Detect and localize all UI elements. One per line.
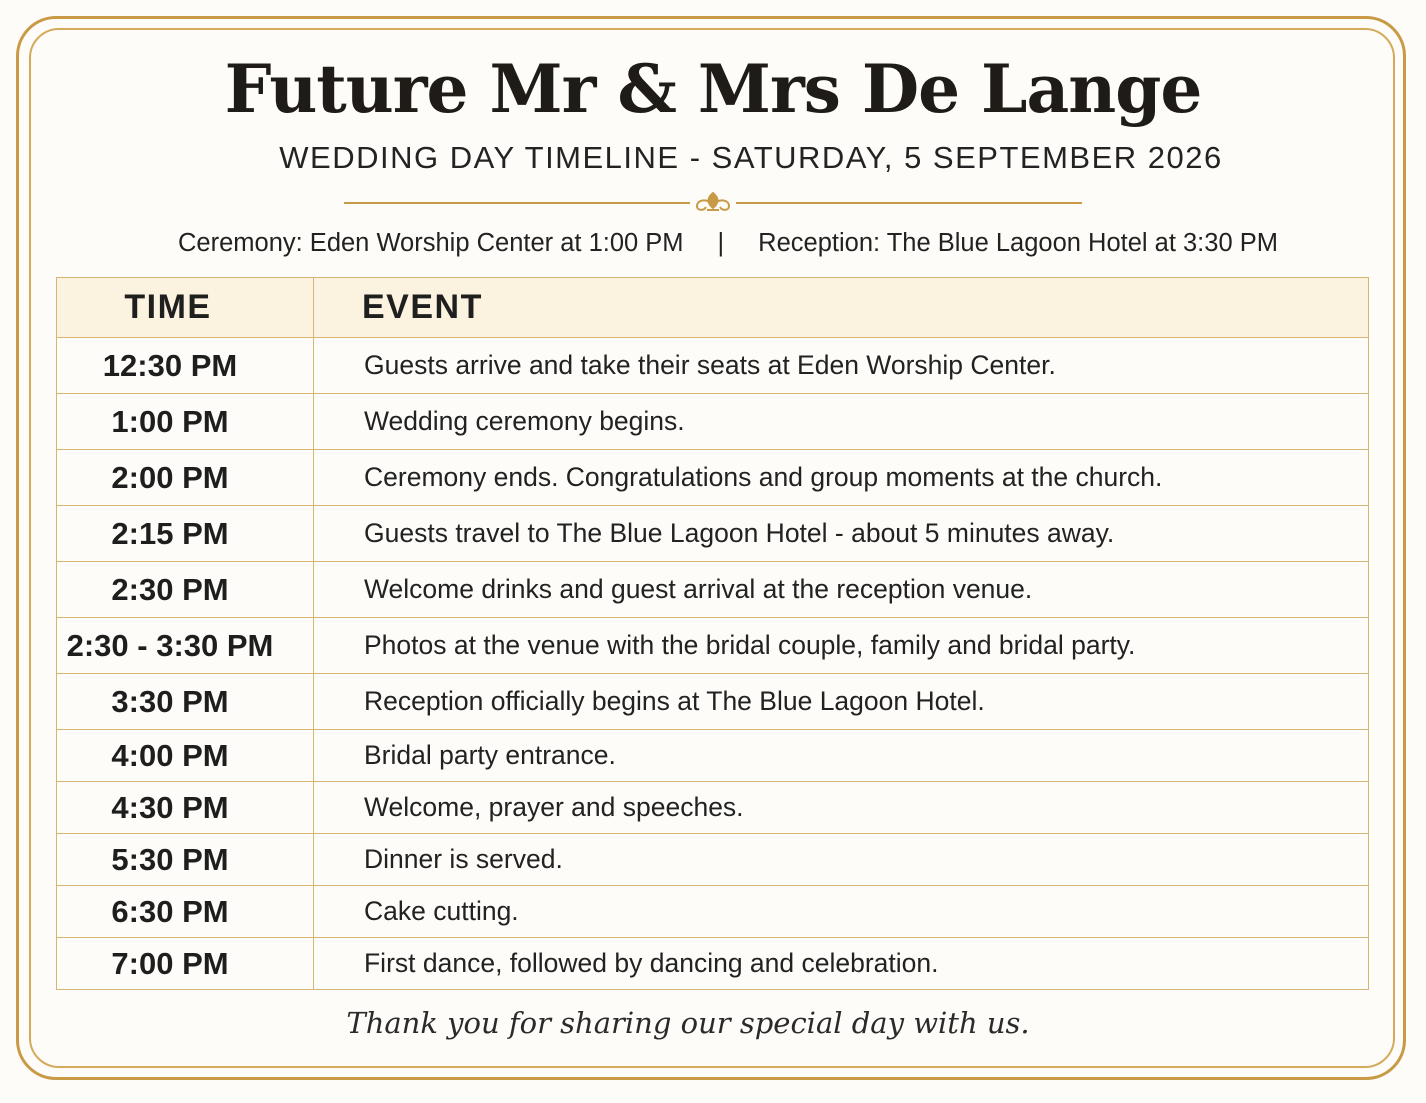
reception-venue: Reception: The Blue Lagoon Hotel at 3:30 PM bbox=[758, 229, 1278, 257]
table-row bbox=[57, 562, 1369, 618]
time-cell: 5:30 PM bbox=[57, 834, 314, 886]
table-row bbox=[57, 938, 1369, 990]
event-cell: Welcome drinks and guest arrival at the reception venue. bbox=[314, 562, 1369, 618]
venue-summary bbox=[0, 225, 1426, 261]
time-cell: 7:00 PM bbox=[57, 938, 314, 990]
time-column-header: TIME bbox=[57, 278, 314, 338]
time-cell: 2:30 PM bbox=[57, 562, 314, 618]
table-row bbox=[57, 450, 1369, 506]
table-row bbox=[57, 338, 1369, 394]
table-row bbox=[57, 674, 1369, 730]
time-cell: 12:30 PM bbox=[57, 338, 314, 394]
event-cell: Ceremony ends. Congratulations and group moments at the church. bbox=[314, 450, 1369, 506]
fleur-ornament-icon bbox=[697, 193, 729, 210]
event-cell: Bridal party entrance. bbox=[314, 730, 1369, 782]
time-cell: 2:00 PM bbox=[57, 450, 314, 506]
table-row bbox=[57, 730, 1369, 782]
time-cell: 4:00 PM bbox=[57, 730, 314, 782]
event-column-header: EVENT bbox=[314, 278, 1369, 338]
time-cell: 4:30 PM bbox=[57, 782, 314, 834]
event-cell: Photos at the venue with the bridal couple, family and bridal party. bbox=[314, 618, 1369, 674]
event-cell: Guests travel to The Blue Lagoon Hotel - about 5 minutes away. bbox=[314, 506, 1369, 562]
table-row bbox=[57, 506, 1369, 562]
table-header-row bbox=[57, 278, 1369, 338]
table-row bbox=[57, 834, 1369, 886]
ornamental-divider bbox=[344, 190, 1082, 216]
thank-you-message: Thank you for sharing our special day with us. bbox=[346, 1006, 1030, 1040]
timeline-table bbox=[56, 277, 1369, 990]
ceremony-venue: Ceremony: Eden Worship Center at 1:00 PM bbox=[178, 229, 684, 257]
event-cell: Guests arrive and take their seats at Eden Worship Center. bbox=[314, 338, 1369, 394]
venue-separator: | bbox=[717, 229, 725, 257]
event-cell: Reception officially begins at The Blue Lagoon Hotel. bbox=[314, 674, 1369, 730]
event-cell: Wedding ceremony begins. bbox=[314, 394, 1369, 450]
table-row bbox=[57, 886, 1369, 938]
time-cell: 2:30 - 3:30 PM bbox=[57, 618, 314, 674]
event-cell: Dinner is served. bbox=[314, 834, 1369, 886]
table-row bbox=[57, 618, 1369, 674]
table-row bbox=[57, 782, 1369, 834]
event-cell: First dance, followed by dancing and celebration. bbox=[314, 938, 1369, 990]
timeline-subtitle: WEDDING DAY TIMELINE - SATURDAY, 5 SEPTEMBER 2026 bbox=[279, 140, 1223, 175]
page-title: Future Mr & Mrs De Lange bbox=[224, 50, 1202, 128]
table-row bbox=[57, 394, 1369, 450]
time-cell: 6:30 PM bbox=[57, 886, 314, 938]
time-cell: 3:30 PM bbox=[57, 674, 314, 730]
time-cell: 1:00 PM bbox=[57, 394, 314, 450]
event-cell: Welcome, prayer and speeches. bbox=[314, 782, 1369, 834]
event-cell: Cake cutting. bbox=[314, 886, 1369, 938]
time-cell: 2:15 PM bbox=[57, 506, 314, 562]
